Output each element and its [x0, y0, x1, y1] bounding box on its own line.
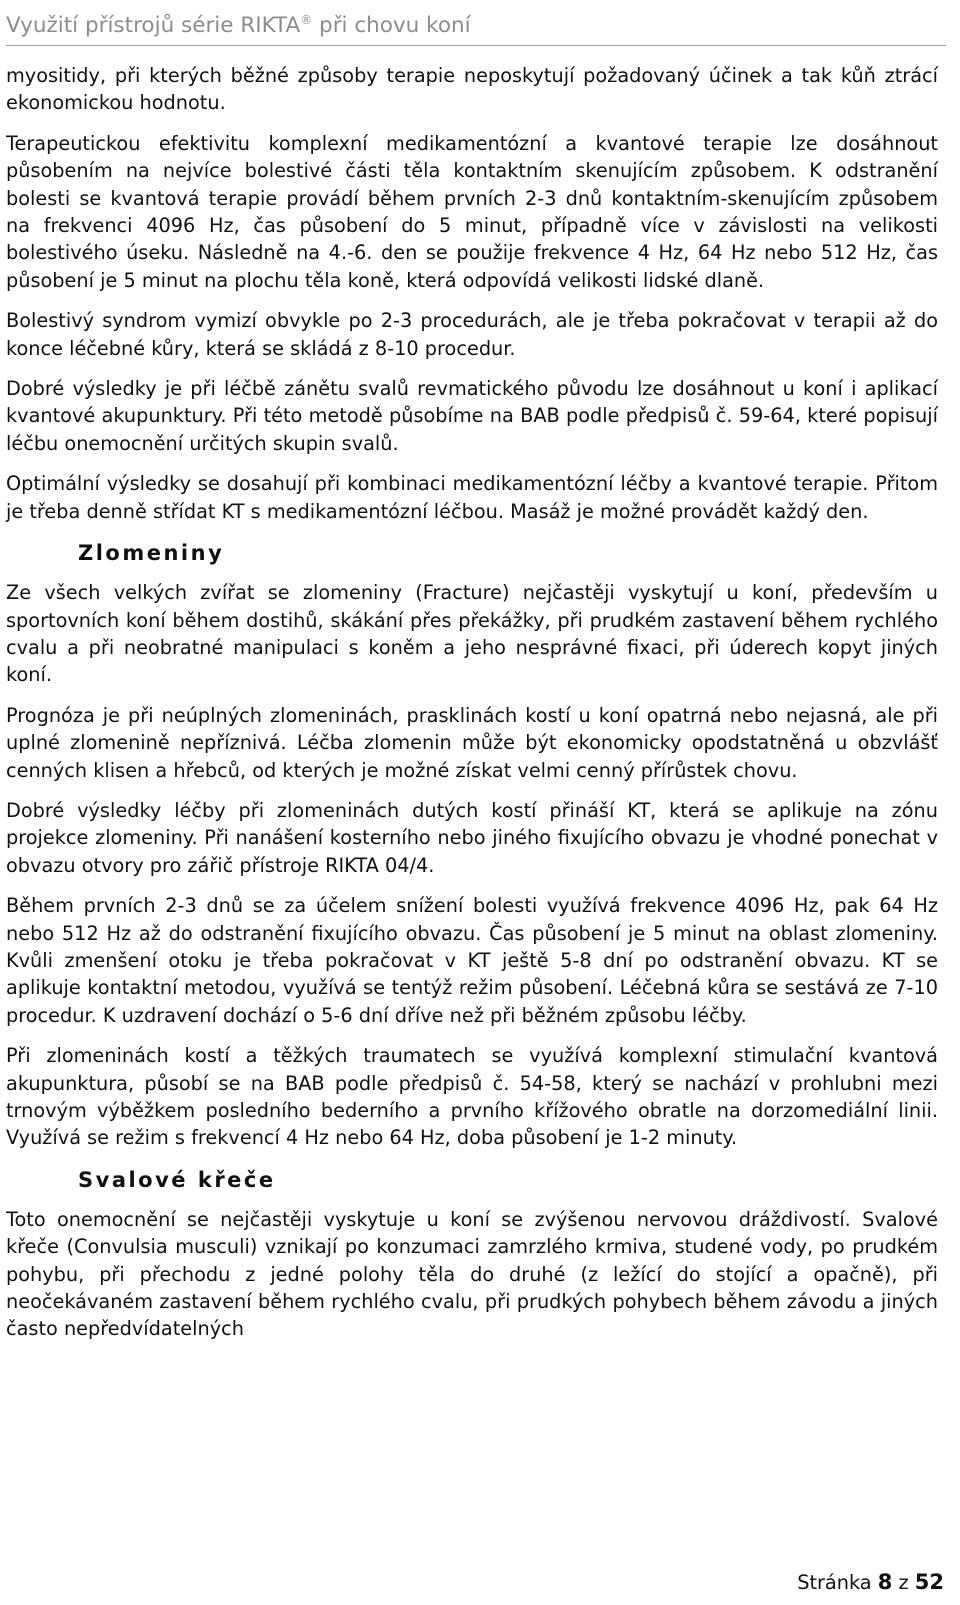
page-number-separator: z	[892, 1571, 915, 1594]
page-number	[797, 1570, 944, 1594]
paragraph: Při zlomeninách kostí a těžkých traumatech se využívá komplexní stimulační kvantová akupunktura, působí se na BAB podle předpisů č. 54-58, který se nachází v prohlubni mezi trnovým výběžkem posledního bederního a prvního křížového obratle na dorzomediální linii. Využívá se režim s frekvencí 4 Hz nebo 64 Hz, doba působení je 1-2 minuty.	[6, 1044, 938, 1150]
paragraph: Terapeutickou efektivitu komplexní medikamentózní a kvantové terapie lze dosáhnout působením na nejvíce bolestivé části těla kontaktním skenujícím způsobem. K odstranění bolesti se kvantová terapie provádí během prvních 2-3 dnů kontaktním-skenujícím způsobem na frekvenci 4096 Hz, čas působení do 5 minut, případně více v závislosti na velikosti bolestivého úseku. Následně na 4.-6. den se použije frekvence 4 Hz, 64 Hz nebo 512 Hz, čas působení je 5 minut na plochu těla koně, která odpovídá velikosti lidské dlaně.	[6, 131, 938, 292]
section-heading-zlomeniny: Zlomeniny	[78, 541, 225, 566]
paragraph: Bolestivý syndrom vymizí obvykle po 2-3 procedurách, ale je třeba pokračovat v terapii až do konce léčebné kůry, která se skládá z 8-10 procedur.	[6, 309, 938, 360]
paragraph: Prognóza je při neúplných zlomeninách, prasklinách kostí u koní opatrná nebo nejasná, ale při uplné zlomenině nepříznivá. Léčba zlomenin může být ekonomicky opodstatněná u obzvlášť cenných klisen a hřebců, od kterých je možné získat velmi cenný přírůstek chovu.	[6, 703, 938, 782]
paragraph: Ze všech velkých zvířat se zlomeniny (Fracture) nejčastěji vyskytují u koní, především u sportovních koní během dostihů, skákání přes překážky, při prudkém zastavení během rychlého cvalu a při neobratné manipulaci s koněm a jeho nesprávné fixaci, při úderech kopyt jiných koní.	[6, 581, 938, 687]
paragraph: Dobré výsledky léčby při zlomeninách dutých kostí přináší KT, která se aplikuje na zónu projekce zlomeniny. Při nanášení kosterního nebo jiného fixujícího obvazu je vhodné ponechat v obvazu otvory pro zářič přístroje RIKTA 04/4.	[6, 798, 938, 877]
document-title-rest: při chovu koní	[312, 13, 471, 39]
document-title	[6, 3, 946, 43]
document-title-main: Využití přístrojů série RIKTA	[6, 13, 301, 39]
page-header	[6, 3, 946, 46]
paragraph: Dobré výsledky je při léčbě zánětu svalů revmatického původu lze dosáhnout u koní i aplikací kvantové akupunktury. Při této metodě působíme na BAB podle předpisů č. 59-64, které popisují léčbu onemocnění určitých skupin svalů.	[6, 377, 938, 455]
paragraph: Optimální výsledky se dosahují při kombinaci medikamentózní léčby a kvantové terapie. Přitom je třeba denně střídat KT s medikamentózní léčbou. Masáž je možné provádět každý den.	[6, 472, 938, 523]
total-pages: 52	[914, 1570, 944, 1594]
paragraph: Během prvních 2-3 dnů se za účelem snížení bolesti využívá frekvence 4096 Hz, pak 64 Hz nebo 512 Hz až do odstranění fixujícího obvazu. Čas působení je 5 minut na oblast zlomeniny. Kvůli zmenšení otoku je třeba pokračovat v KT ještě 5-8 dní po odstranění obvazu. KT se aplikuje kontaktní metodou, využívá se tentýž režim působení. Léčebná kůra se sestává ze 7-10 procedur. K uzdravení dochází o 5-6 dní dříve než při běžném způsobu léčby.	[6, 894, 938, 1027]
registered-mark: ®	[300, 13, 313, 27]
paragraph: myositidy, při kterých běžné způsoby terapie neposkytují požadovaný účinek a tak kůň ztrácí ekonomickou hodnotu.	[6, 64, 938, 115]
current-page: 8	[877, 1570, 893, 1594]
page-body	[6, 62, 938, 1356]
section-heading-svalove-krece: Svalové křeče	[78, 1167, 276, 1192]
page-number-prefix: Stránka	[797, 1571, 878, 1594]
paragraph: Toto onemocnění se nejčastěji vyskytuje u koní se zvýšenou nervovou dráždivostí. Svalové křeče (Convulsia musculi) vznikají po konzumaci zamrzlého krmiva, studené vody, po prudkém pohybu, při přechodu z jedné polohy těla do druhé (z ležící do stojící a opačně), při neočekávaném zastavení během rychlého cvalu, při prudkých pohybech během závodu a jiných často nepředvídatelných	[6, 1207, 938, 1341]
